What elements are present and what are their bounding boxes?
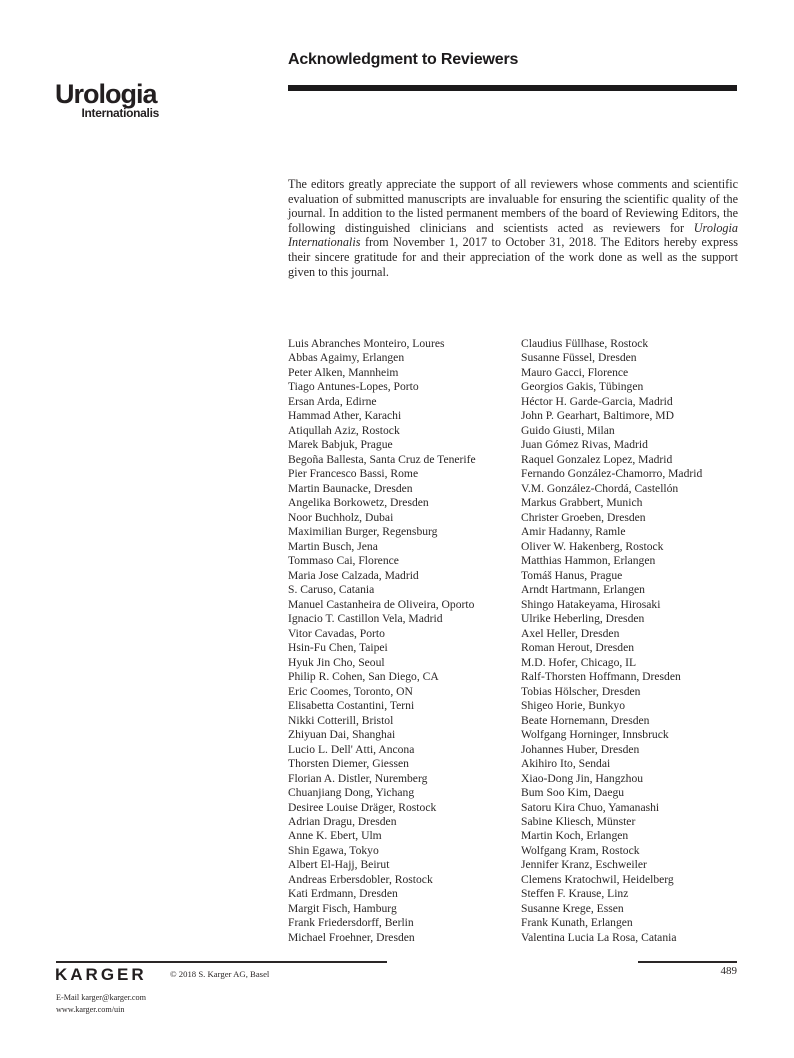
reviewer-entry: Ersan Arda, Edirne <box>288 394 377 408</box>
reviewer-entry: Lucio L. Dell' Atti, Ancona <box>288 742 415 756</box>
reviewer-entry: Kati Erdmann, Dresden <box>288 887 398 901</box>
reviewer-entry: Guido Giusti, Milan <box>521 423 615 437</box>
intro-paragraph <box>288 177 738 279</box>
reviewer-entry: Roman Herout, Dresden <box>521 641 635 655</box>
reviewer-entry: Susanne Krege, Essen <box>521 901 624 915</box>
reviewer-entry: John P. Gearhart, Baltimore, MD <box>521 409 674 423</box>
journal-logo-subtitle: Internationalis <box>81 106 159 120</box>
reviewer-entry: Margit Fisch, Hamburg <box>288 901 397 915</box>
reviewer-entry: Johannes Huber, Dresden <box>521 742 640 756</box>
reviewer-entry: Raquel Gonzalez Lopez, Madrid <box>521 452 673 466</box>
publisher-email: E-Mail karger@karger.com <box>56 993 146 1002</box>
reviewer-entry: V.M. González-Chordá, Castellón <box>521 481 679 495</box>
reviewer-entry: Markus Grabbert, Munich <box>521 496 643 510</box>
karger-publisher-logo: KARGER <box>55 965 147 984</box>
intro-text-after: from November 1, 2017 to October 31, 2018. The Editors hereby express their sincere gratitude for and their appreciation of the work done as well as the support given to this journal. <box>288 235 738 279</box>
reviewer-entry: Eric Coomes, Toronto, ON <box>288 684 413 698</box>
reviewer-column-1 <box>288 337 521 945</box>
reviewer-entry: Florian A. Distler, Nuremberg <box>288 771 428 785</box>
reviewer-entry: Noor Buchholz, Dubai <box>288 510 394 524</box>
reviewer-entry: Wolfgang Kram, Rostock <box>521 843 640 857</box>
reviewer-entry: Tomáš Hanus, Prague <box>521 568 623 582</box>
reviewer-entry: Shigeo Horie, Bunkyo <box>521 699 626 713</box>
reviewer-entry: Pier Francesco Bassi, Rome <box>288 467 419 481</box>
reviewer-list <box>288 337 738 945</box>
reviewer-entry: Hammad Ather, Karachi <box>288 409 402 423</box>
reviewer-entry: Vitor Cavadas, Porto <box>288 626 385 640</box>
reviewer-entry: Satoru Kira Chuo, Yamanashi <box>521 800 660 814</box>
reviewer-entry: Michael Froehner, Dresden <box>288 930 415 944</box>
reviewer-entry: Amir Hadanny, Ramle <box>521 525 626 539</box>
reviewer-entry: Begoña Ballesta, Santa Cruz de Tenerife <box>288 452 476 466</box>
reviewer-entry: Shingo Hatakeyama, Hirosaki <box>521 597 661 611</box>
reviewer-entry: Ignacio T. Castillon Vela, Madrid <box>288 612 443 626</box>
reviewer-entry: Albert El-Hajj, Beirut <box>288 858 390 872</box>
reviewer-entry: Elisabetta Costantini, Terni <box>288 699 415 713</box>
reviewer-entry: Atiqullah Aziz, Rostock <box>288 423 400 437</box>
reviewer-entry: Abbas Agaimy, Erlangen <box>288 351 405 365</box>
reviewer-column-2 <box>521 337 738 945</box>
journal-logo <box>55 80 159 120</box>
reviewer-entry: Manuel Castanheira de Oliveira, Oporto <box>288 597 475 611</box>
reviewer-entry: Ulrike Heberling, Dresden <box>521 612 645 626</box>
reviewer-entry: Shin Egawa, Tokyo <box>288 843 379 857</box>
reviewer-entry: Oliver W. Hakenberg, Rostock <box>521 539 664 553</box>
reviewer-entry: Arndt Hartmann, Erlangen <box>521 583 645 597</box>
reviewer-entry: Angelika Borkowetz, Dresden <box>288 496 429 510</box>
reviewer-entry: Bum Soo Kim, Daegu <box>521 786 625 800</box>
reviewer-entry: Frank Kunath, Erlangen <box>521 916 633 930</box>
reviewer-entry: Luis Abranches Monteiro, Loures <box>288 337 445 350</box>
footer-rule-right <box>638 961 737 963</box>
reviewer-entry: Tobias Hölscher, Dresden <box>521 684 641 698</box>
reviewer-entry: Beate Hornemann, Dresden <box>521 713 650 727</box>
reviewer-entry: Zhiyuan Dai, Shanghai <box>288 728 396 742</box>
reviewer-entry: Maria Jose Calzada, Madrid <box>288 568 419 582</box>
reviewer-entry: Xiao-Dong Jin, Hangzhou <box>521 771 644 785</box>
copyright-notice: © 2018 S. Karger AG, Basel <box>170 969 270 979</box>
reviewer-entry: Thorsten Diemer, Giessen <box>288 757 409 771</box>
page-title: Acknowledgment to Reviewers <box>288 51 519 68</box>
reviewer-entry: Hyuk Jin Cho, Seoul <box>288 655 385 669</box>
page-number: 489 <box>720 965 737 977</box>
reviewer-entry: Clemens Kratochwil, Heidelberg <box>521 872 674 886</box>
reviewer-entry: Valentina Lucia La Rosa, Catania <box>521 930 677 944</box>
reviewer-entry: Steffen F. Krause, Linz <box>521 887 629 901</box>
reviewer-entry: M.D. Hofer, Chicago, IL <box>521 655 637 669</box>
reviewer-entry: Marek Babjuk, Prague <box>288 438 393 452</box>
reviewer-entry: Martin Koch, Erlangen <box>521 829 629 843</box>
reviewer-entry: Maximilian Burger, Regensburg <box>288 525 438 539</box>
journal-logo-title: Urologia <box>55 79 157 109</box>
intro-text-before: The editors greatly appreciate the support of all reviewers whose comments and scientific evaluation of submitted manuscripts are invaluable for ensuring the scientific quality of the journal. In addition to the listed permanent members of the board of Reviewing Editors, the following distinguished clinicians and scientists acted as reviewers for <box>288 177 738 235</box>
reviewer-entry: Fernando González-Chamorro, Madrid <box>521 467 703 481</box>
reviewer-entry: Susanne Füssel, Dresden <box>521 351 637 365</box>
reviewer-entry: Héctor H. Garde-Garcia, Madrid <box>521 394 673 408</box>
reviewer-entry: Juan Gómez Rivas, Madrid <box>521 438 648 452</box>
journal-name-italic: Urologia Internationalis <box>288 220 738 250</box>
reviewer-entry: Tiago Antunes-Lopes, Porto <box>288 380 419 394</box>
reviewer-entry: Mauro Gacci, Florence <box>521 365 629 379</box>
reviewer-entry: Sabine Kliesch, Münster <box>521 814 636 828</box>
reviewer-entry: Wolfgang Horninger, Innsbruck <box>521 728 669 742</box>
reviewer-entry: Akihiro Ito, Sendai <box>521 757 611 771</box>
reviewer-entry: Jennifer Kranz, Eschweiler <box>521 858 647 872</box>
reviewer-entry: Adrian Dragu, Dresden <box>288 814 397 828</box>
reviewer-entry: Axel Heller, Dresden <box>521 626 620 640</box>
reviewer-entry: S. Caruso, Catania <box>288 583 375 597</box>
reviewer-entry: Claudius Füllhase, Rostock <box>521 337 649 350</box>
reviewer-entry: Andreas Erbersdobler, Rostock <box>288 872 433 886</box>
reviewer-entry: Tommaso Cai, Florence <box>288 554 399 568</box>
footer-rule-left <box>56 961 387 963</box>
reviewer-entry: Chuanjiang Dong, Yichang <box>288 786 415 800</box>
reviewer-entry: Georgios Gakis, Tübingen <box>521 380 644 394</box>
reviewer-entry: Matthias Hammon, Erlangen <box>521 554 656 568</box>
title-divider-rule <box>288 85 737 91</box>
publisher-website: www.karger.com/uin <box>56 1005 125 1014</box>
reviewer-entry: Christer Groeben, Dresden <box>521 510 646 524</box>
reviewer-entry: Nikki Cotterill, Bristol <box>288 713 394 727</box>
reviewer-entry: Desiree Louise Dräger, Rostock <box>288 800 437 814</box>
reviewer-entry: Anne K. Ebert, Ulm <box>288 829 382 843</box>
reviewer-entry: Philip R. Cohen, San Diego, CA <box>288 670 439 684</box>
reviewer-entry: Ralf-Thorsten Hoffmann, Dresden <box>521 670 681 684</box>
reviewer-entry: Hsin-Fu Chen, Taipei <box>288 641 388 655</box>
reviewer-entry: Martin Busch, Jena <box>288 539 378 553</box>
reviewer-entry: Martin Baunacke, Dresden <box>288 481 413 495</box>
reviewer-entry: Frank Friedersdorff, Berlin <box>288 916 414 930</box>
reviewer-entry: Peter Alken, Mannheim <box>288 365 399 379</box>
